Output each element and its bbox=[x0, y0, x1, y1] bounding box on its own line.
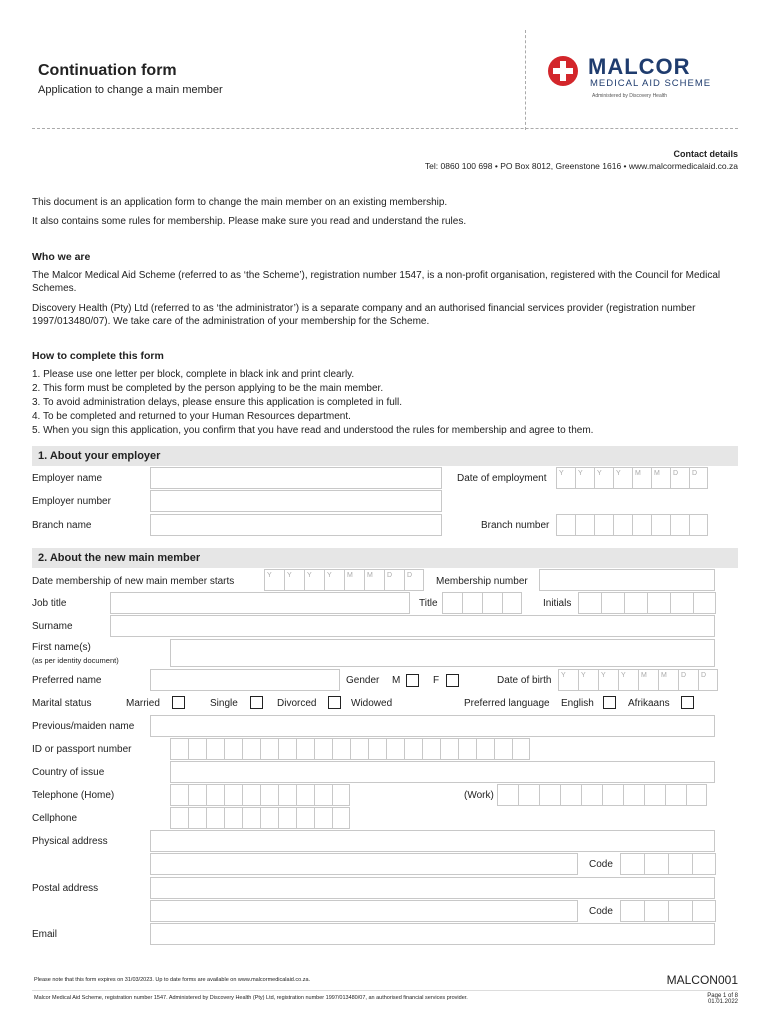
how-item-2: 2. This form must be completed by the person applying to be the main member. bbox=[32, 383, 384, 394]
box-cell[interactable] bbox=[539, 784, 560, 806]
box-cell[interactable] bbox=[224, 784, 242, 806]
initials-field[interactable] bbox=[578, 592, 716, 614]
title-field[interactable] bbox=[442, 592, 522, 614]
box-cell[interactable] bbox=[518, 784, 539, 806]
initials-label: Initials bbox=[543, 598, 572, 609]
tel-work-field[interactable] bbox=[497, 784, 707, 806]
box-cell[interactable] bbox=[278, 738, 296, 760]
cellphone-field[interactable] bbox=[170, 807, 350, 829]
section-employer-heading: 1. About your employer bbox=[32, 446, 738, 466]
gender-f-checkbox[interactable] bbox=[446, 674, 459, 687]
afrikaans-label: Afrikaans bbox=[628, 698, 670, 709]
membership-number-field[interactable] bbox=[539, 569, 715, 591]
first-names-field[interactable] bbox=[170, 639, 715, 667]
english-label: English bbox=[561, 698, 594, 709]
box-cell[interactable] bbox=[578, 592, 601, 614]
box-cell[interactable] bbox=[260, 784, 278, 806]
date-cell[interactable]: Y bbox=[558, 669, 578, 691]
box-cell[interactable] bbox=[422, 738, 440, 760]
logo-admin-text: Administered by Discovery Health bbox=[592, 93, 668, 99]
physical-address-line-2[interactable] bbox=[150, 853, 578, 875]
box-cell[interactable] bbox=[620, 900, 644, 922]
box-cell[interactable] bbox=[278, 784, 296, 806]
box-cell[interactable] bbox=[242, 784, 260, 806]
cellphone-label: Cellphone bbox=[32, 813, 78, 824]
membership-number-label: Membership number bbox=[436, 576, 528, 587]
surname-label: Surname bbox=[32, 621, 73, 632]
branch-name-label: Branch name bbox=[32, 520, 92, 531]
box-cell[interactable] bbox=[560, 784, 581, 806]
box-cell[interactable] bbox=[502, 592, 522, 614]
box-cell[interactable] bbox=[689, 514, 708, 536]
footer-legal: Malcor Medical Aid Scheme, registration number 1547. Administered by Discovery Health (Pty) Ltd, registration number 1997/013480/07, an authorised financial services provider. bbox=[34, 995, 468, 1001]
country-field[interactable] bbox=[170, 761, 715, 783]
box-cell[interactable] bbox=[332, 807, 350, 829]
gender-m-label: M bbox=[392, 675, 401, 686]
email-field[interactable] bbox=[150, 923, 715, 945]
box-cell[interactable] bbox=[206, 807, 224, 829]
page-date: 01.01.2022 bbox=[707, 999, 738, 1005]
box-cell[interactable] bbox=[644, 853, 668, 875]
box-cell[interactable] bbox=[206, 738, 224, 760]
date-cell[interactable]: Y bbox=[304, 569, 324, 591]
box-cell[interactable] bbox=[296, 784, 314, 806]
date-of-birth-label: Date of birth bbox=[497, 675, 552, 686]
gender-m-checkbox[interactable] bbox=[406, 674, 419, 687]
date-cell[interactable]: D bbox=[404, 569, 424, 591]
date-cell[interactable]: Y bbox=[594, 467, 613, 489]
box-cell[interactable] bbox=[644, 900, 668, 922]
postal-code-field[interactable] bbox=[620, 900, 716, 922]
malcor-logo-icon bbox=[548, 56, 578, 86]
box-cell[interactable] bbox=[665, 784, 686, 806]
form-title: Continuation form bbox=[38, 62, 177, 79]
box-cell[interactable] bbox=[670, 592, 693, 614]
date-cell[interactable]: M bbox=[344, 569, 364, 591]
box-cell[interactable] bbox=[188, 807, 206, 829]
box-cell[interactable] bbox=[224, 807, 242, 829]
box-cell[interactable] bbox=[260, 807, 278, 829]
page-info bbox=[707, 993, 738, 1005]
date-starts-label: Date membership of new main member starts bbox=[32, 576, 235, 587]
postal-address-line-2[interactable] bbox=[150, 900, 578, 922]
who-heading: Who we are bbox=[32, 251, 91, 263]
tel-home-field[interactable] bbox=[170, 784, 350, 806]
box-cell[interactable] bbox=[497, 784, 518, 806]
previous-name-label: Previous/maiden name bbox=[32, 721, 135, 732]
how-item-3: 3. To avoid administration delays, please ensure this application is completed in full. bbox=[32, 397, 403, 408]
box-cell[interactable] bbox=[314, 738, 332, 760]
intro-paragraph-1: This document is an application form to change the main member on an existing membership. bbox=[32, 197, 448, 208]
tel-home-label: Telephone (Home) bbox=[32, 790, 115, 801]
header-divider bbox=[525, 30, 526, 130]
date-cell[interactable]: M bbox=[638, 669, 658, 691]
date-cell[interactable]: Y bbox=[618, 669, 638, 691]
box-cell[interactable] bbox=[332, 738, 350, 760]
contact-heading: Contact details bbox=[673, 149, 738, 159]
single-label: Single bbox=[210, 698, 238, 709]
box-cell[interactable] bbox=[693, 592, 716, 614]
date-cell[interactable]: D bbox=[670, 467, 689, 489]
box-cell[interactable] bbox=[494, 738, 512, 760]
box-cell[interactable] bbox=[581, 784, 602, 806]
date-cell[interactable]: D bbox=[698, 669, 718, 691]
gender-label: Gender bbox=[346, 675, 380, 686]
box-cell[interactable] bbox=[613, 514, 632, 536]
footer-note: Please note that this form expires on 31/03/2023. Up to date forms are available on www.malcormedicalaid.co.za. bbox=[34, 977, 311, 983]
widowed-label: Widowed bbox=[351, 698, 393, 709]
how-item-1: 1. Please use one letter per block, complete in black ink and print clearly. bbox=[32, 369, 355, 380]
box-cell[interactable] bbox=[624, 592, 647, 614]
box-cell[interactable] bbox=[623, 784, 644, 806]
preferred-name-field[interactable] bbox=[150, 669, 340, 691]
box-cell[interactable] bbox=[296, 807, 314, 829]
box-cell[interactable] bbox=[686, 784, 707, 806]
box-cell[interactable] bbox=[670, 514, 689, 536]
country-label: Country of issue bbox=[32, 767, 105, 778]
form-subtitle: Application to change a main member bbox=[38, 84, 223, 96]
box-cell[interactable] bbox=[296, 738, 314, 760]
box-cell[interactable] bbox=[692, 853, 716, 875]
physical-code-field[interactable] bbox=[620, 853, 716, 875]
id-number-field[interactable] bbox=[170, 738, 530, 760]
date-cell[interactable]: Y bbox=[284, 569, 304, 591]
physical-address-label: Physical address bbox=[32, 836, 108, 847]
date-cell[interactable]: M bbox=[658, 669, 678, 691]
physical-code-label: Code bbox=[589, 859, 613, 870]
title-label: Title bbox=[419, 598, 438, 609]
box-cell[interactable] bbox=[482, 592, 502, 614]
logo-name: MALCOR bbox=[588, 54, 691, 79]
afrikaans-checkbox[interactable] bbox=[681, 696, 694, 709]
box-cell[interactable] bbox=[350, 738, 368, 760]
branch-number-label: Branch number bbox=[481, 520, 550, 531]
branch-number-field[interactable] bbox=[556, 514, 708, 536]
box-cell[interactable] bbox=[404, 738, 422, 760]
date-of-employment-field[interactable] bbox=[556, 467, 708, 489]
box-cell[interactable] bbox=[278, 807, 296, 829]
box-cell[interactable] bbox=[188, 738, 206, 760]
box-cell[interactable] bbox=[332, 784, 350, 806]
date-cell[interactable]: Y bbox=[324, 569, 344, 591]
box-cell[interactable] bbox=[440, 738, 458, 760]
first-names-note: (as per identity document) bbox=[32, 656, 119, 665]
box-cell[interactable] bbox=[594, 514, 613, 536]
box-cell[interactable] bbox=[601, 592, 624, 614]
contact-line: Tel: 0860 100 698 • PO Box 8012, Greenstone 1616 • www.malcormedicalaid.co.za bbox=[424, 161, 738, 171]
preferred-name-label: Preferred name bbox=[32, 675, 102, 686]
who-paragraph-2: Discovery Health (Pty) Ltd (referred to as ‘the administrator’) is a separate company and an authorised financial services provider (registration number 1997/013480/07). We take care of the administration of your membership for the Scheme. bbox=[32, 303, 696, 327]
date-cell[interactable]: D bbox=[678, 669, 698, 691]
first-names-label: First name(s) bbox=[32, 642, 91, 653]
box-cell[interactable] bbox=[632, 514, 651, 536]
english-checkbox[interactable] bbox=[603, 696, 616, 709]
box-cell[interactable] bbox=[206, 784, 224, 806]
job-title-label: Job title bbox=[32, 598, 67, 609]
box-cell[interactable] bbox=[668, 853, 692, 875]
box-cell[interactable] bbox=[224, 738, 242, 760]
how-item-5: 5. When you sign this application, you confirm that you have read and understood the rules for membership and agree to them. bbox=[32, 425, 594, 436]
box-cell[interactable] bbox=[314, 784, 332, 806]
date-cell[interactable]: Y bbox=[264, 569, 284, 591]
box-cell[interactable] bbox=[575, 514, 594, 536]
logo-subtitle: MEDICAL AID SCHEME bbox=[590, 78, 712, 89]
employer-number-label: Employer number bbox=[32, 496, 111, 507]
postal-address-line-1[interactable] bbox=[150, 877, 715, 899]
preferred-language-label: Preferred language bbox=[464, 698, 550, 709]
box-cell[interactable] bbox=[314, 807, 332, 829]
surname-field[interactable] bbox=[110, 615, 715, 637]
job-title-field[interactable] bbox=[110, 592, 410, 614]
employer-name-label: Employer name bbox=[32, 473, 103, 484]
employer-number-field[interactable] bbox=[150, 490, 442, 512]
box-cell[interactable] bbox=[188, 784, 206, 806]
box-cell[interactable] bbox=[170, 738, 188, 760]
box-cell[interactable] bbox=[260, 738, 278, 760]
id-number-label: ID or passport number bbox=[32, 744, 132, 755]
box-cell[interactable] bbox=[512, 738, 530, 760]
intro-paragraph-2: It also contains some rules for membership. Please make sure you read and understand the rules. bbox=[32, 216, 467, 227]
box-cell[interactable] bbox=[170, 807, 188, 829]
married-checkbox[interactable] bbox=[172, 696, 185, 709]
date-cell[interactable]: Y bbox=[598, 669, 618, 691]
single-checkbox[interactable] bbox=[250, 696, 263, 709]
tel-work-label: (Work) bbox=[464, 790, 494, 801]
who-paragraph-1: The Malcor Medical Aid Scheme (referred to as ‘the Scheme’), registration number 1547, is a non-profit organisation, registered with the Council for Medical Schemes. bbox=[32, 270, 721, 294]
branch-name-field[interactable] bbox=[150, 514, 442, 536]
email-label: Email bbox=[32, 929, 58, 940]
postal-code-label: Code bbox=[589, 906, 613, 917]
date-cell[interactable]: Y bbox=[578, 669, 598, 691]
page-number: Page 1 of 8 bbox=[707, 993, 738, 999]
box-cell[interactable] bbox=[242, 807, 260, 829]
divorced-label: Divorced bbox=[277, 698, 317, 709]
box-cell[interactable] bbox=[556, 514, 575, 536]
box-cell[interactable] bbox=[620, 853, 644, 875]
date-cell[interactable]: D bbox=[384, 569, 404, 591]
date-cell[interactable]: Y bbox=[575, 467, 594, 489]
date-cell[interactable]: Y bbox=[613, 467, 632, 489]
box-cell[interactable] bbox=[170, 784, 188, 806]
married-label: Married bbox=[126, 698, 160, 709]
box-cell[interactable] bbox=[644, 784, 665, 806]
box-cell[interactable] bbox=[458, 738, 476, 760]
date-starts-field[interactable] bbox=[264, 569, 424, 591]
box-cell[interactable] bbox=[647, 592, 670, 614]
date-cell[interactable]: D bbox=[689, 467, 708, 489]
date-of-birth-field[interactable] bbox=[558, 669, 718, 691]
box-cell[interactable] bbox=[242, 738, 260, 760]
footer-rule bbox=[32, 990, 738, 991]
box-cell[interactable] bbox=[442, 592, 462, 614]
date-of-employment-label: Date of employment bbox=[457, 473, 547, 484]
box-cell[interactable] bbox=[692, 900, 716, 922]
box-cell[interactable] bbox=[476, 738, 494, 760]
form-code: MALCON001 bbox=[666, 973, 738, 987]
gender-f-label: F bbox=[433, 675, 440, 686]
date-cell[interactable]: M bbox=[632, 467, 651, 489]
date-cell[interactable]: M bbox=[651, 467, 670, 489]
box-cell[interactable] bbox=[651, 514, 670, 536]
how-heading: How to complete this form bbox=[32, 350, 164, 362]
box-cell[interactable] bbox=[462, 592, 482, 614]
date-cell[interactable]: Y bbox=[556, 467, 575, 489]
physical-address-line-1[interactable] bbox=[150, 830, 715, 852]
previous-name-field[interactable] bbox=[150, 715, 715, 737]
divorced-checkbox[interactable] bbox=[328, 696, 341, 709]
box-cell[interactable] bbox=[668, 900, 692, 922]
header-rule bbox=[32, 128, 738, 129]
employer-name-field[interactable] bbox=[150, 467, 442, 489]
box-cell[interactable] bbox=[368, 738, 386, 760]
date-cell[interactable]: M bbox=[364, 569, 384, 591]
postal-address-label: Postal address bbox=[32, 883, 99, 894]
how-item-4: 4. To be completed and returned to your Human Resources department. bbox=[32, 411, 351, 422]
box-cell[interactable] bbox=[386, 738, 404, 760]
box-cell[interactable] bbox=[602, 784, 623, 806]
marital-status-label: Marital status bbox=[32, 698, 92, 709]
section-member-heading: 2. About the new main member bbox=[32, 548, 738, 568]
